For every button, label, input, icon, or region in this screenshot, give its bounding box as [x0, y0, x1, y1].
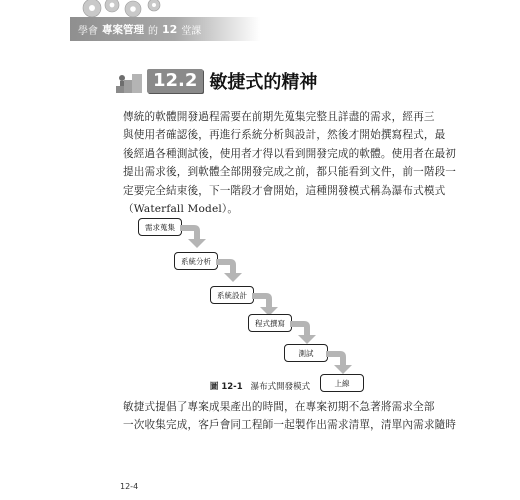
stage-analysis: 系統分析 [174, 252, 218, 270]
text-line: 提出需求後，到軟體全部開發完成之前，都只能看到文件，前一階段一 [123, 166, 457, 179]
arrow-icon [290, 319, 320, 345]
header-prefix: 學會 [78, 25, 98, 37]
text-line: （Waterfall Model）。 [123, 203, 239, 216]
stage-requirements: 需求蒐集 [138, 218, 182, 236]
waterfall-diagram [130, 210, 380, 390]
text-line: 後經過各種測試後，使用者才得以看到開發完成的軟體。使用者在最初 [123, 147, 457, 160]
header-topic: 專案管理 [102, 23, 144, 36]
section-heading [115, 68, 317, 94]
header-suffix: 堂課 [181, 25, 202, 37]
figure-caption [0, 380, 520, 392]
text-line: 一次收集完成，客戶會同工程師一起製作出需求清單，清單內需求隨時 [123, 419, 457, 432]
paragraph-intro [123, 108, 457, 218]
header-number: 12 [162, 22, 178, 36]
stage-testing: 測試 [284, 344, 328, 362]
page-number: 12-4 [120, 482, 139, 491]
paragraph-agile [123, 398, 457, 435]
stairs-icon [115, 68, 145, 94]
arrow-icon [326, 349, 356, 375]
text-line: 與使用者確認後，再進行系統分析與設計，然後才開始撰寫程式，最 [123, 129, 446, 142]
section-title: 敏捷式的精神 [209, 72, 318, 93]
stage-coding: 程式撰寫 [248, 314, 292, 332]
text-line: 傳統的軟體開發過程需要在前期先蒐集完整且詳盡的需求，經再三 [123, 111, 435, 123]
text-line: 敏捷式提倡了專案成果產出的時間，在專案初期不急著將需求全部 [123, 401, 435, 413]
arrow-icon [180, 223, 210, 249]
header-bar [70, 17, 260, 41]
running-header [0, 0, 520, 37]
header-middle: 的 [148, 25, 158, 37]
section-number: 12.2 [147, 69, 203, 93]
arrow-icon [216, 257, 246, 283]
figure-number: 圖 12-1 [209, 382, 243, 392]
text-line: 定要完全結束後，下一階段才會開始，這種開發模式稱為瀑布式模式 [123, 184, 446, 197]
stage-design: 系統設計 [210, 286, 254, 304]
figure-caption-text: 瀑布式開發模式 [250, 382, 311, 392]
stage-deployment: 上線 [320, 374, 364, 392]
